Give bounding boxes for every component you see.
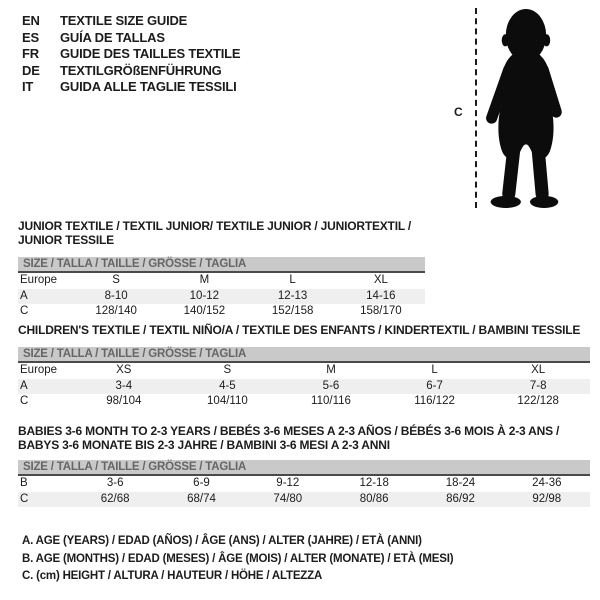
- table-cell: 9-12: [276, 477, 300, 489]
- table-row: [18, 273, 425, 289]
- table-cell: 6-7: [426, 379, 443, 392]
- note-age-years: A. AGE (YEARS) / EDAD (AÑOS) / ÂGE (ANS) / ALTER (JAHRE) / ETÀ (ANNI): [22, 535, 422, 547]
- guide-title: GUIDA ALLE TAGLIE TESSILI: [60, 79, 237, 94]
- table-cell: 3-4: [115, 379, 133, 392]
- guide-title: TEXTILGRÖßENFÜHRUNG: [60, 62, 222, 78]
- table-cell: 68/74: [187, 492, 216, 505]
- table-cell: 128/140: [95, 305, 137, 317]
- row-label: A: [20, 379, 28, 392]
- table-row: [18, 476, 590, 492]
- table-cell: 74/80: [273, 492, 303, 505]
- table-cell: 5-6: [322, 379, 340, 392]
- table-cell: 14-16: [366, 289, 396, 302]
- table-title: [18, 323, 590, 337]
- size-header-bar: SIZE / TALLA / TAILLE / GRÖSSE / TAGLIA: [18, 347, 590, 363]
- table-cell: 3-6: [106, 477, 124, 489]
- table-cell: S: [223, 364, 232, 376]
- table-cell: 12-18: [359, 477, 389, 489]
- table-cell: 98/104: [106, 395, 142, 407]
- table-row: [18, 304, 425, 320]
- table-cell: 140/152: [183, 305, 226, 317]
- table-cell: 6-9: [193, 477, 210, 489]
- table-cell: 116/122: [414, 395, 455, 407]
- list-item: [22, 30, 240, 47]
- guide-title: GUÍA DE TALLAS: [60, 29, 165, 45]
- table-cell: 122/128: [517, 395, 559, 407]
- table-cell: L: [431, 364, 438, 376]
- table-cell: 4-5: [219, 379, 236, 392]
- list-item: [22, 63, 240, 80]
- table-title-line: CHILDREN'S TEXTILE / TEXTIL NIÑO/A / TEXTILE DES ENFANTS / KINDERTEXTIL / BAMBINI TESSILE: [18, 323, 581, 337]
- table-title-line: JUNIOR TEXTILE / TEXTIL JUNIOR/ TEXTILE JUNIOR / JUNIORTEXTIL / JUNIOR TESSILE: [18, 219, 412, 247]
- language-code: FR: [22, 46, 39, 61]
- list-item: [22, 79, 240, 96]
- table-title: [18, 424, 590, 452]
- table-cell: 104/110: [207, 395, 248, 407]
- language-code: EN: [22, 13, 40, 28]
- table-row: [18, 394, 590, 410]
- language-code: IT: [22, 79, 34, 94]
- table-cell: 80/86: [359, 492, 389, 505]
- table-title-line: BABYS 3-6 MONATE BIS 2-3 JAHRE / BAMBINI 3-6 MESI A 2-3 ANNI: [18, 438, 390, 452]
- table-cell: 110/116: [311, 395, 351, 407]
- table-title: [18, 219, 425, 247]
- note-height-cm: C. (cm) HEIGHT / ALTURA / HAUTEUR / HÖHE / ALTEZZA: [22, 570, 323, 582]
- guide-title: TEXTILE SIZE GUIDE: [60, 13, 188, 28]
- legend-notes: [22, 533, 453, 586]
- table-row: [18, 363, 590, 379]
- table-cell: 152/158: [271, 305, 314, 317]
- language-code: ES: [22, 29, 39, 45]
- height-dashed-line: [475, 8, 477, 208]
- table-cell: S: [112, 274, 120, 286]
- table-cell: 12-13: [277, 289, 308, 302]
- table-cell: 8-10: [104, 289, 128, 302]
- table-cell: 7-8: [529, 379, 547, 392]
- table-cell: 18-24: [445, 477, 476, 489]
- row-label: Europe: [20, 274, 58, 286]
- children-textile-table: [18, 323, 590, 410]
- table-row: [18, 492, 590, 508]
- table-cell: M: [199, 274, 210, 286]
- table-cell: 86/92: [446, 492, 475, 505]
- row-label: C: [20, 492, 29, 505]
- babies-textile-table: [18, 424, 590, 507]
- row-label: A: [20, 289, 28, 302]
- table-title-line: BABIES 3-6 MONTH TO 2-3 YEARS / BEBÉS 3-6 MESES A 2-3 AÑOS / BÉBÉS 3-6 MOIS À 2-3 ANS /: [18, 424, 560, 438]
- table-row: [18, 289, 425, 305]
- table-cell: 92/98: [532, 492, 562, 505]
- row-label: C: [20, 305, 29, 317]
- table-cell: 158/170: [360, 305, 402, 317]
- table-cell: 24-36: [532, 477, 562, 489]
- row-label: B: [20, 477, 28, 489]
- table-cell: XS: [116, 364, 132, 376]
- junior-textile-table: [18, 219, 425, 320]
- table-row: [18, 379, 590, 395]
- table-cell: 10-12: [189, 289, 220, 302]
- list-item: [22, 46, 240, 63]
- measure-label-c: C: [454, 105, 463, 119]
- list-item: [22, 13, 240, 30]
- note-age-months: B. AGE (MONTHS) / EDAD (MESES) / ÂGE (MOIS) / ALTER (MONATE) / ETÀ (MESI): [22, 552, 454, 565]
- language-code: DE: [22, 62, 40, 78]
- size-header-bar: SIZE / TALLA / TAILLE / GRÖSSE / TAGLIA: [18, 460, 590, 476]
- size-header-bar: SIZE / TALLA / TAILLE / GRÖSSE / TAGLIA: [18, 257, 425, 273]
- baby-silhouette-icon: [483, 7, 577, 211]
- language-title-list: [22, 13, 240, 96]
- table-cell: XL: [373, 274, 388, 286]
- row-label: Europe: [20, 364, 58, 376]
- row-label: C: [20, 395, 29, 407]
- guide-title: GUIDE DES TAILLES TEXTILE: [60, 46, 241, 61]
- table-cell: 62/68: [100, 492, 130, 505]
- table-cell: L: [289, 274, 296, 286]
- table-cell: M: [326, 364, 336, 376]
- table-cell: XL: [531, 364, 546, 376]
